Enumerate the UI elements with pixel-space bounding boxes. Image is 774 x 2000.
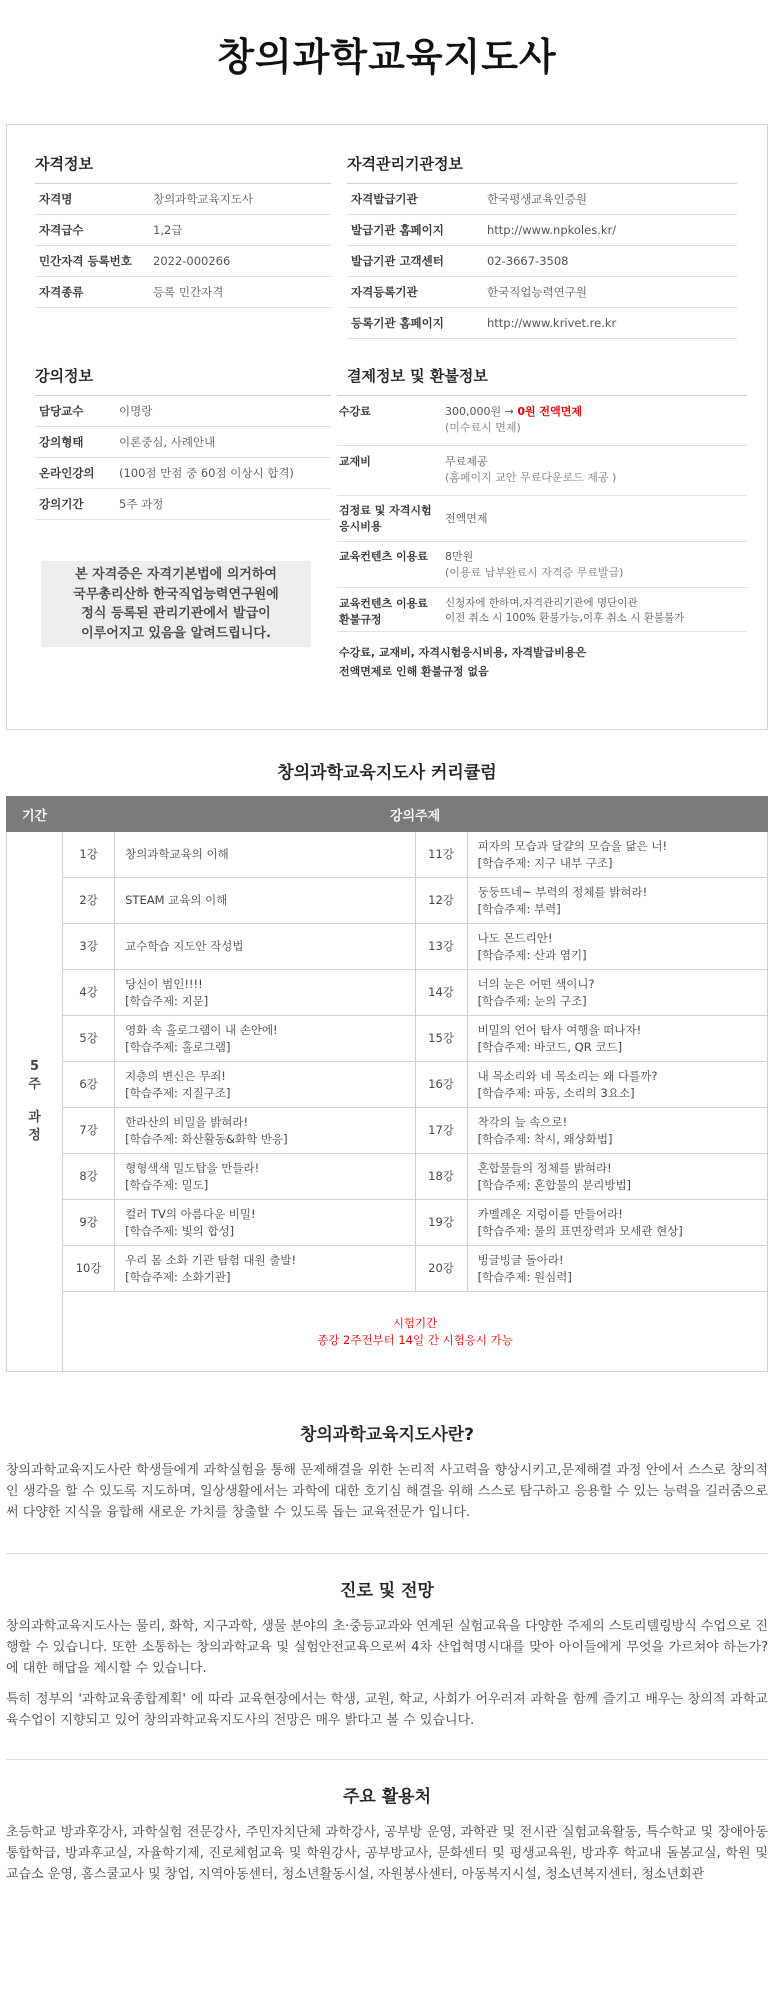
table-row [7, 1200, 768, 1246]
refund-note-line: 수강료, 교재비, 자격시험응시비용, 자격발급비용은 [339, 646, 587, 659]
kv-value: 한국직업능력연구원 [487, 284, 587, 299]
kv-value: 이명랑 [119, 403, 153, 418]
lecture-topic [115, 832, 415, 878]
lecture-topic [115, 1200, 415, 1246]
lecture-topic [115, 878, 415, 924]
topic-title: 내 목소리와 네 목소리는 왜 다를까? [477, 1069, 658, 1084]
period-line: 과 [28, 1109, 41, 1125]
notice-line: 정식 등록된 관리기관에서 발급이 [81, 606, 271, 621]
lecture-topic [115, 1246, 415, 1292]
col-topic: 강의주제 [63, 797, 768, 832]
col-period: 기간 [7, 797, 63, 832]
fee-row [337, 396, 747, 446]
lecture-topic [467, 1154, 767, 1200]
lecture-number: 7강 [63, 1108, 115, 1154]
kv-key: 강의형태 [39, 434, 84, 449]
kv-row [347, 277, 737, 308]
kv-value: 5주 과정 [119, 496, 164, 511]
refund-value-line: 신청자에 한하며,자격관리기관에 명단이관 [445, 597, 638, 609]
lecture-topic [467, 832, 767, 878]
topic-subject: [학습주제: 원심력] [477, 1269, 572, 1284]
lecture-number: 10강 [63, 1246, 115, 1292]
topic-title: 피자의 모습과 달걀의 모습을 닮은 너! [477, 839, 668, 854]
exam-desc: 종강 2주전부터 14일 간 시험응시 가능 [317, 1332, 513, 1347]
lecture-section [35, 365, 331, 520]
lecture-number: 6강 [63, 1062, 115, 1108]
topic-subject: [학습주제: 산과 염기] [477, 947, 587, 962]
material-main: 무료제공 [445, 455, 488, 468]
exam-title: 시험기간 [392, 1316, 438, 1331]
topic-subject: [학습주제: 파동, 소리의 3요소] [477, 1085, 635, 1100]
table-row [7, 832, 768, 878]
table-row [7, 1016, 768, 1062]
table-row [7, 970, 768, 1016]
lecture-topic [467, 878, 767, 924]
kv-key: 발급기관 홈페이지 [351, 222, 444, 237]
kv-key: 자격발급기관 [351, 191, 418, 206]
kv-value: 1,2급 [153, 222, 183, 237]
topic-title: 컬러 TV의 아름다운 비밀! [125, 1207, 256, 1222]
exam-fee-key-line: 검정료 및 자격시험 [339, 503, 432, 517]
qualification-heading: 자격정보 [35, 153, 331, 184]
period-spacer [7, 1095, 62, 1109]
lecture-number: 1강 [63, 832, 115, 878]
period-line: 5 [30, 1059, 40, 1075]
kv-row [347, 308, 737, 339]
refund-row [337, 588, 747, 632]
kv-value: 이론중심, 사례안내 [119, 434, 216, 449]
content-fee-sub: (이용료 납부완료시 자격증 무료발급) [445, 565, 624, 579]
lecture-topic [467, 1016, 767, 1062]
topic-title: 나도 몬드리안! [477, 931, 553, 946]
lecture-number: 15강 [415, 1016, 467, 1062]
lecture-topic [115, 1154, 415, 1200]
refund-value [445, 596, 684, 631]
period-cell [7, 832, 63, 1372]
notice-line: 본 자격증은 자격기본법에 의거하여 [75, 567, 277, 582]
exam-fee-row [337, 496, 747, 542]
lecture-number: 9강 [63, 1200, 115, 1246]
kv-row [35, 489, 331, 520]
material-key: 교재비 [339, 455, 371, 468]
exam-fee-key-line: 응시비용 [339, 519, 382, 533]
topic-subject: [학습주제: 눈의 구조] [477, 993, 587, 1008]
topic-title: 당신이 범인!!!! [125, 977, 203, 992]
topic-title: 착각의 늪 속으로! [477, 1115, 568, 1130]
kv-key: 자격종류 [39, 284, 84, 299]
kv-row [347, 215, 737, 246]
kv-value: (100점 만점 중 60점 이상시 합격) [119, 465, 294, 480]
period-line: 주 [28, 1077, 41, 1093]
lecture-topic [467, 1062, 767, 1108]
qualification-section [35, 153, 331, 308]
topic-subject: [학습주제: 착시, 왜상화법] [477, 1131, 613, 1146]
topic-subject: [학습주제: 지질구조] [125, 1085, 231, 1100]
payment-section [337, 365, 747, 681]
curriculum-header [7, 797, 768, 832]
kv-row [35, 277, 331, 308]
topic-subject: [학습주제: 혼합물의 분리방법] [477, 1177, 632, 1192]
lecture-number: 14강 [415, 970, 467, 1016]
homepage-link[interactable]: http://www.krivet.re.kr [487, 315, 617, 330]
lecture-number: 18강 [415, 1154, 467, 1200]
kv-row [35, 184, 331, 215]
lecture-heading: 강의정보 [35, 365, 331, 396]
fee-sub: (미수료시 면제) [445, 420, 521, 434]
topic-title: 교수학습 지도안 작성법 [125, 939, 244, 954]
usage-title: 주요 활용처 [342, 1787, 432, 1808]
kv-value: 창의과학교육지도사 [153, 191, 253, 206]
content-fee-main: 8만원 [445, 550, 474, 563]
exam-fee-key [337, 503, 445, 535]
kv-value: 2022-000266 [153, 253, 231, 268]
kv-row [35, 458, 331, 489]
topic-title: 카멜레온 지렁이를 만들어라! [477, 1207, 623, 1222]
section-divider [6, 1759, 768, 1760]
lecture-topic [467, 1108, 767, 1154]
content-fee-row [337, 542, 747, 588]
lecture-topic [115, 924, 415, 970]
lecture-number: 5강 [63, 1016, 115, 1062]
table-row [7, 1062, 768, 1108]
lecture-topic [467, 970, 767, 1016]
topic-title: 지층의 변신은 무죄! [125, 1069, 226, 1084]
kv-row [35, 396, 331, 427]
career-body: 창의과학교육지도사는 물리, 화학, 지구과학, 생물 분야의 초·중등교과와 연계된 실험교육을 다양한 주제의 스토리텔링방식 수업으로 진행할 수 있습니다. 또한 소통하는 창의과학교육 및 실험안전교육으로써 4차 산업혁명시대를 맞아 아이들에게 무엇을 가르쳐야 하는가? 에 대한 해답을 제시할 수 있습니다. [6, 1619, 768, 1676]
page-title: 창의과학교육지도사 [217, 35, 557, 79]
topic-subject: [학습주제: 물의 표면장력과 모세관 현상] [477, 1223, 683, 1238]
lecture-topic [467, 1246, 767, 1292]
career-section [0, 1576, 774, 1731]
table-row [7, 1108, 768, 1154]
lecture-topic [467, 1200, 767, 1246]
refund-key [337, 596, 445, 631]
info-box [6, 124, 768, 730]
kv-key: 담당교수 [39, 403, 84, 418]
topic-title: 둥둥뜨네~ 부력의 정체를 밝혀라! [477, 885, 648, 900]
topic-title: 너의 눈은 어떤 색이니? [477, 977, 595, 992]
table-row [7, 878, 768, 924]
topic-subject: [학습주제: 부력] [477, 901, 561, 916]
exam-fee-value: 전액면제 [445, 511, 488, 525]
topic-title: 영화 속 홀로그램이 내 손안에! [125, 1023, 278, 1038]
kv-value: 한국평생교육인증원 [487, 191, 587, 206]
kv-key: 등록기관 홈페이지 [351, 315, 444, 330]
topic-subject: [학습주제: 화산활동&화학 반응] [125, 1131, 288, 1146]
topic-subject: [학습주제: 지구 내부 구조] [477, 855, 613, 870]
payment-heading: 결제정보 및 환불정보 [337, 365, 747, 396]
material-sub: (홈페이지 교안 무료다운로드 제공 ) [445, 470, 617, 484]
lecture-topic [115, 1062, 415, 1108]
exam-row [7, 1292, 768, 1372]
lecture-topic [115, 970, 415, 1016]
lecture-number: 19강 [415, 1200, 467, 1246]
about-body: 창의과학교육지도사란 학생들에게 과학실험을 통해 문제해결을 위한 논리적 사고력을 향상시키고,문제해결 과정 안에서 스스로 창의적인 생각을 할 수 있도록 지도하며, 일상생활에서는 과학에 대한 호기심 해결을 위해 스스로 탐구하고 응용할 수 있는 능력을 길러줌으로써 다양한 지식을 융합해 새로운 가치를 창출할 수 있도록 돕는 교육전문가 입니다. [6, 1463, 768, 1520]
lecture-number: 2강 [63, 878, 115, 924]
usage-body: 초등학교 방과후강사, 과학실험 전문강사, 주민자치단체 과학강사, 공부방 운영, 과학관 및 전시관 실험교육활동, 특수학교 및 장애아동통합학급, 방과후교실, 자율학기제, 진로체험교육 및 학원강사, 공부방교사, 문화센터 및 평생교육원, 방과후 학교내 돌봄교실, 학원 및 교습소 운영, 홈스쿨교사 및 창업, 지역아동센터, 청소년활동시설, 자원봉사센터, 아동복지시설, 청소년복지센터, 청소년회관 [6, 1825, 768, 1882]
refund-key-line: 교육컨텐츠 이용료 [339, 597, 428, 610]
kv-key: 자격급수 [39, 222, 84, 237]
lecture-number: 13강 [415, 924, 467, 970]
topic-title: 빙글빙글 돌아라! [477, 1253, 564, 1268]
topic-title: 창의과학교육의 이해 [125, 847, 229, 862]
lecture-number: 20강 [415, 1246, 467, 1292]
refund-value-line: 이전 취소 시 100% 환불가능,이후 취소 시 환불불가 [445, 612, 685, 625]
topic-title: 혼합물들의 정체를 밝혀라! [477, 1161, 612, 1176]
kv-key: 민간자격 등록번호 [39, 253, 132, 268]
fee-key: 수강료 [339, 405, 371, 418]
topic-title: 우리 몸 소화 기관 탐험 대원 출발! [125, 1253, 297, 1268]
kv-value: 02-3667-3508 [487, 253, 569, 268]
fee-value [445, 404, 582, 445]
agency-heading: 자격관리기관정보 [347, 153, 737, 184]
lecture-number: 8강 [63, 1154, 115, 1200]
topic-title: 비밀의 언어 탐사 여행을 떠나자! [477, 1023, 642, 1038]
lecture-number: 17강 [415, 1108, 467, 1154]
about-title: 창의과학교육지도사란? [299, 1425, 475, 1445]
table-row [7, 1154, 768, 1200]
notice-line: 국무총리산하 한국직업능력연구원에 [73, 586, 279, 602]
topic-title: 한라산의 비밀을 밝혀라! [125, 1115, 249, 1130]
homepage-link[interactable]: http://www.npkoles.kr/ [487, 222, 617, 237]
refund-note [337, 644, 747, 681]
refund-key-line: 환불규정 [339, 612, 382, 626]
content-fee-value [445, 549, 623, 587]
lecture-number: 4강 [63, 970, 115, 1016]
topic-subject: [학습주제: 소화기관] [125, 1269, 231, 1284]
lecture-number: 16강 [415, 1062, 467, 1108]
topic-subject: [학습주제: 홀로그램] [125, 1039, 231, 1054]
content-fee-key: 교육컨텐츠 이용료 [339, 550, 428, 563]
topic-title: STEAM 교육의 이해 [125, 893, 228, 908]
table-row [7, 1246, 768, 1292]
kv-row [35, 215, 331, 246]
lecture-topic [467, 924, 767, 970]
notice-line: 이루어지고 있음을 알려드립니다. [81, 625, 271, 641]
lecture-number: 11강 [415, 832, 467, 878]
kv-key: 온라인강의 [39, 465, 95, 480]
career-title: 진로 및 전망 [340, 1581, 434, 1602]
career-body: 특히 정부의 '과학교육종합계획' 에 따라 교육현장에서는 학생, 교원, 학교, 사회가 어우러져 과학을 함께 즐기고 배우는 창의적 과학교육수업이 지향되고 있어 창의과학교육지도사의 전망은 매우 밝다고 볼 수 있습니다. [6, 1691, 768, 1728]
period-line: 정 [28, 1127, 41, 1143]
exam-cell [63, 1292, 768, 1372]
kv-key: 발급기관 고객센터 [351, 253, 444, 268]
fee-original: 300,000원 → [445, 405, 514, 418]
kv-key: 강의기간 [39, 496, 84, 511]
usage-section [0, 1782, 774, 1885]
section-divider [6, 1553, 768, 1554]
topic-subject: [학습주제: 밀도] [125, 1177, 209, 1192]
topic-subject: [학습주제: 바코드, QR 코드] [477, 1039, 623, 1054]
certificate-notice [41, 561, 311, 647]
lecture-number: 12강 [415, 878, 467, 924]
kv-row [35, 427, 331, 458]
refund-note-line: 전액면제로 인해 환불규정 없음 [339, 664, 489, 678]
agency-section [347, 153, 737, 339]
kv-value: 등록 민간자격 [153, 284, 224, 299]
topic-subject: [학습주제: 지문] [125, 993, 209, 1008]
topic-subject: [학습주제: 빛의 합성] [125, 1223, 235, 1238]
lecture-number: 3강 [63, 924, 115, 970]
kv-row [347, 184, 737, 215]
about-section [0, 1420, 774, 1523]
material-value [445, 454, 616, 495]
curriculum-title: 창의과학교육지도사 커리큘럼 [277, 763, 497, 783]
topic-title: 형형색색 밀도탑을 만들라! [125, 1161, 260, 1176]
fee-discount: 0원 전액면제 [517, 405, 582, 418]
lecture-topic [115, 1108, 415, 1154]
kv-row [347, 246, 737, 277]
material-row [337, 446, 747, 496]
table-row [7, 924, 768, 970]
kv-row [35, 246, 331, 277]
lecture-topic [115, 1016, 415, 1062]
curriculum-table [6, 796, 768, 1372]
kv-key: 자격등록기관 [351, 284, 418, 299]
kv-key: 자격명 [39, 191, 73, 206]
